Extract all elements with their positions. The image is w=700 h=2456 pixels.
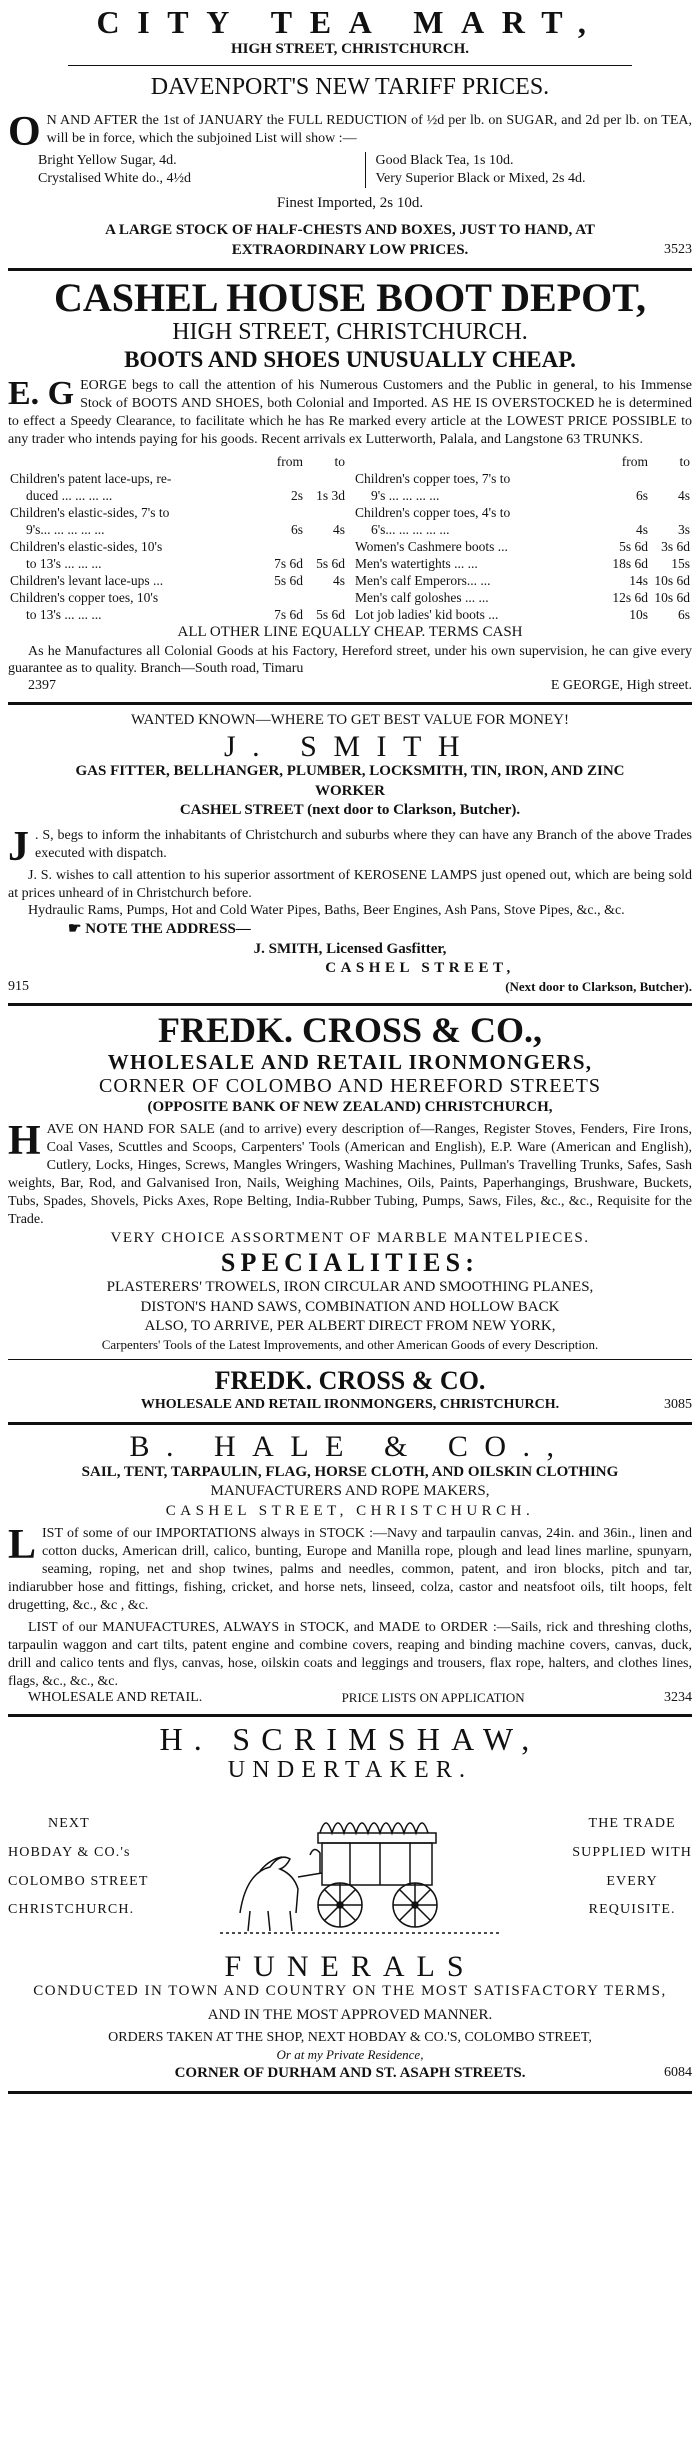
cashel-goods-line: ALL OTHER LINE EQUALLY CHEAP. TERMS CASH [177, 624, 523, 641]
price-col-right [376, 152, 693, 188]
hale-footer-row [8, 1690, 692, 1706]
hale-title: B. HALE & CO., [129, 1430, 571, 1464]
price-item: Very Superior Black or Mixed, 2s 4d. [375, 170, 586, 186]
cross-footer-title: FREDK. CROSS & CO. [214, 1366, 486, 1396]
table-row: to 13's ... ... ... 7s 6d 5s 6d [26, 556, 345, 572]
tea-mart-stock-line2 [8, 241, 692, 261]
table-row: 9's ... ... ... ... 6s 4s [371, 488, 690, 504]
scrimshaw-right-text [572, 1810, 692, 1925]
right-line: SUPPLIED WITH [572, 1844, 692, 1860]
ref-number: 6084 [664, 2064, 693, 2080]
cashel-signature-row [8, 678, 692, 694]
tea-mart-intro [8, 108, 692, 155]
cashel-subtitle: BOOTS AND SHOES UNUSUALLY CHEAP. [124, 346, 576, 372]
table-row: Men's calf goloshes ... ... 12s 6d 10s 6d [355, 590, 690, 606]
smith-intro [8, 823, 692, 870]
cross-corner: CORNER OF COLOMBO AND HEREFORD STREETS [99, 1074, 601, 1097]
hale-footer-mid: PRICE LISTS ON APPLICATION [341, 1690, 525, 1706]
hale-footer-left: WHOLESALE AND RETAIL. [28, 1690, 203, 1706]
scrimshaw-line2: AND IN THE MOST APPROVED MANNER. [207, 2006, 493, 2023]
hale-ad [8, 1425, 692, 1717]
divider [68, 65, 632, 66]
left-line: NEXT [48, 1816, 90, 1832]
table-row: Men's calf Emperors... ... 14s 10s 6d [355, 573, 690, 589]
left-line: COLOMBO STREET [8, 1873, 149, 1889]
hale-text2: LIST of our MANUFACTURES, ALWAYS in STOCK, and MADE to ORDER :—Sails, rick and threshing cloths, tarpaulin waggon and cart tilts, patent engine and combine covers, reaping and binding machine covers, canvas, duck, drill and calico tents and flys, canvas, hose, oilskin coats and leggings and trousers, flax rope, halters, and clothes lines, flags, &c., &c., &c. [8, 1619, 692, 1689]
smith-trades: GAS FITTER, BELLHANGER, PLUMBER, LOCKSMITH, TIN, IRON, AND ZINC WORKER [75, 763, 625, 799]
dropcap: O [8, 108, 41, 155]
price-table-left [8, 453, 347, 623]
note-label: NOTE THE ADDRESS— [85, 921, 251, 938]
right-line: THE TRADE [588, 1816, 676, 1832]
smith-wanted: WANTED KNOWN—WHERE TO GET BEST VALUE FOR MONEY! [131, 712, 569, 729]
column-divider [365, 152, 366, 188]
scrimshaw-line1: CONDUCTED IN TOWN AND COUNTRY ON THE MOST SATISFACTORY TERMS, [33, 1983, 667, 2000]
hale-intro-text: IST of some of our IMPORTATIONS always in STOCK :—Navy and tarpaulin canvas, 24in. and 36in., linen and cotton ducks, American drill, calico, bunting, Europe and Manilla rope, plough and lead lines marline, spunyarn, seaming, roping, net and shop twines, palms and needles, common, patent, and iron blocks, pitch and tar, indiarubber hose and fittings, fishing, cricket, and horse nets, linseed, colza, castor and neatsfoot oils, tilt hoops, felt drugetting, &c., &c , &c. [8, 1526, 692, 1613]
smith-sig2: CASHEL STREET, [325, 960, 515, 977]
tea-mart-finest: Finest Imported, 2s 10d. [276, 194, 424, 211]
tea-mart-address: HIGH STREET, CHRISTCHURCH. [230, 40, 470, 57]
cashel-signature: E GEORGE, High street. [550, 678, 692, 694]
right-line: EVERY [606, 1873, 658, 1889]
tea-mart-stock-line1: A LARGE STOCK OF HALF-CHESTS AND BOXES, JUST TO HAND, AT [105, 222, 595, 239]
right-line: REQUISITE. [588, 1902, 676, 1918]
cashel-address: HIGH STREET, CHRISTCHURCH. [172, 319, 528, 346]
smith-address: CASHEL STREET (next door to Clarkson, Butcher). [179, 802, 521, 819]
hale-line2: MANUFACTURERS AND ROPE MAKERS, [210, 1483, 490, 1500]
hearse-illustration [210, 1793, 510, 1943]
table-row: Children's elastic-sides, 7's to [10, 505, 170, 521]
cross-spec3: ALSO, TO ARRIVE, PER ALBERT DIRECT FROM NEW YORK, [144, 1318, 556, 1335]
divider [8, 1359, 692, 1360]
smith-text3: Hydraulic Rams, Pumps, Hot and Cold Water Pipes, Baths, Beer Engines, Ash Pans, Stove Pipes, &c., &c. [28, 903, 625, 919]
cross-opposite: (OPPOSITE BANK OF NEW ZEALAND) CHRISTCHURCH, [147, 1098, 553, 1115]
table-row: Children's copper toes, 10's [10, 590, 159, 606]
table-header [8, 453, 347, 470]
scrimshaw-subtitle: UNDERTAKER. [227, 1757, 473, 1784]
scrimshaw-line3: ORDERS TAKEN AT THE SHOP, NEXT HOBDAY & CO.'S, COLOMBO STREET, [108, 2030, 592, 2046]
smith-sig3: (Next door to Clarkson, Butcher). [505, 978, 692, 994]
cross-intro-text: AVE ON HAND FOR SALE (and to arrive) every description of—Ranges, Register Stoves, Fenders, Fire Irons, Coal Vases, Scuttles and Scoops, Carpenters' Tools (American and English), E.P. Ware (American and English), Cutlery, Locks, Hinges, Screws, Mangles Wringers, Washing Machines, Pullman's Travelling Trunks, Safes, Sash weights, Bar, Rod, and Galvanised Iron, Nails, Weighing Machines, Oils, Paints, Paperhangings, Brushware, Buckets, Tubs, Spades, Shovels, Picks Axes, Rope Belting, India-Rubber Tubing, Pumps, Saws, Files, &c., &c., Requisite for the Trade. [8, 1122, 692, 1227]
hale-intro [8, 1522, 692, 1615]
cross-footer-sub: WHOLESALE AND RETAIL IRONMONGERS, CHRISTCHURCH. [140, 1397, 560, 1413]
ref-number: 3523 [664, 241, 692, 257]
tea-mart-prices [8, 152, 692, 188]
table-row: Children's copper toes, 4's to [355, 505, 511, 521]
price-col-left [8, 152, 355, 188]
cross-intro [8, 1118, 692, 1228]
ref-number: 3085 [664, 1397, 693, 1413]
fredk-cross-ad [8, 1006, 692, 1425]
j-smith-ad [8, 705, 692, 1006]
cross-spec1: PLASTERERS' TROWELS, IRON CIRCULAR AND SMOOTHING PLANES, [106, 1279, 594, 1296]
tea-mart-heading: DAVENPORT'S NEW TARIFF PRICES. [150, 74, 550, 101]
left-line: HOBDAY & CO.'s [8, 1844, 131, 1860]
left-line: CHRISTCHURCH. [8, 1902, 135, 1918]
cross-choice: VERY CHOICE ASSORTMENT OF MARBLE MANTELPIECES. [110, 1229, 590, 1246]
cashel-title: CASHEL HOUSE BOOT DEPOT, [53, 275, 646, 321]
stock-line2-text: EXTRAORDINARY LOW PRICES. [231, 241, 469, 258]
table-header [353, 453, 692, 470]
table-row: to 13's ... ... ... 7s 6d 5s 6d [26, 607, 345, 623]
table-row: Children's levant lace-ups ... 5s 6d 4s [10, 573, 345, 589]
cashel-price-tables [8, 453, 692, 623]
city-tea-mart-ad [8, 0, 692, 271]
table-row: 6's... ... ... ... ... 4s 3s [371, 522, 690, 538]
smith-note-address [8, 920, 692, 940]
table-row: Women's Cashmere boots ... 5s 6d 3s 6d [355, 539, 690, 555]
smith-intro-text: . S, begs to inform the inhabitants of Christchurch and suburbs where they can have any Branch of the above Trades executed with dispatch. [35, 827, 692, 861]
col-to: to [679, 454, 690, 470]
cashel-boot-depot-ad [8, 271, 692, 705]
table-row: 9's... ... ... ... ... 6s 4s [26, 522, 345, 538]
smith-sig1: J. SMITH, Licensed Gasfitter, [253, 940, 447, 957]
table-row: Men's watertights ... ... 18s 6d 15s [355, 556, 690, 572]
scrimshaw-ad [8, 1717, 692, 2094]
scrimshaw-funerals: FUNERALS [224, 1949, 476, 1983]
ref-number: 915 [8, 978, 29, 994]
scrimshaw-left-text [8, 1810, 149, 1925]
cross-specialities: SPECIALITIES: [220, 1248, 480, 1278]
cashel-intro [8, 377, 692, 449]
cross-footer-row [8, 1396, 692, 1414]
cross-subtitle: WHOLESALE AND RETAIL IRONMONGERS, [107, 1049, 593, 1074]
table-row: Lot job ladies' kid boots ... 10s 6s [355, 607, 690, 623]
scrimshaw-title: H. SCRIMSHAW, [159, 1721, 541, 1758]
ref-number: 2397 [28, 678, 56, 694]
hale-line3: CASHEL STREET, CHRISTCHURCH. [165, 1502, 535, 1519]
pointing-hand-icon: ☛ [68, 921, 86, 938]
dropcap: L [8, 1522, 37, 1569]
table-row: duced ... ... ... ... 2s 1s 3d [26, 488, 345, 504]
dropcap: H [8, 1118, 41, 1165]
cashel-intro-text: EORGE begs to call the attention of his Numerous Customers and the Public in general, to his Immense Stock of BOOTS AND SHOES, both Colonial and Imported. AS HE IS OVERSTOCKED he is determined to effect a Speedy Clearance, to facilitate which he has Re marked every article at the LOWEST PRICE POSSIBLE to any trader who intends paying for his goods. Recent arrivals ex Lutterworth, Palala, and Langstone 63 TRUNKS. [8, 378, 692, 448]
scrimshaw-line5: CORNER OF DURHAM AND ST. ASAPH STREETS. [174, 2064, 526, 2081]
price-table-right [353, 453, 692, 623]
col-to: to [334, 454, 345, 470]
scrimshaw-footer-row [8, 2064, 692, 2084]
price-item: Good Black Tea, 1s 10d. [375, 152, 514, 168]
price-item: Bright Yellow Sugar, 4d. [38, 152, 177, 168]
smith-name: J. SMITH [223, 729, 476, 763]
cross-title: FREDK. CROSS & CO., [157, 1009, 543, 1050]
cross-spec2: DISTON'S HAND SAWS, COMBINATION AND HOLLOW BACK [140, 1298, 560, 1315]
col-from: from [276, 454, 303, 470]
cashel-note: As he Manufactures all Colonial Goods at his Factory, Hereford street, under his own supervision, he can give every guarantee as to quality. Branch—South road, Timaru [8, 643, 692, 677]
smith-sig-row [8, 979, 692, 995]
table-row: Children's copper toes, 7's to [355, 471, 511, 487]
hale-line1: SAIL, TENT, TARPAULIN, FLAG, HORSE CLOTH, AND OILSKIN CLOTHING [81, 1463, 619, 1480]
dropcap: J [8, 823, 29, 870]
price-item: Crystalised White do., 4½d [38, 170, 191, 186]
smith-text2: J. S. wishes to call attention to his superior assortment of KEROSENE LAMPS just opened out, which are being sold at prices unheard of in Christchurch before. [8, 867, 692, 901]
cross-spec4: Carpenters' Tools of the Latest Improvements, and other American Goods of every Description. [101, 1336, 599, 1352]
scrimshaw-illustration-row [8, 1793, 692, 1943]
col-from: from [621, 454, 648, 470]
ref-number: 3234 [663, 1690, 692, 1706]
tea-mart-intro-text: N AND AFTER the 1st of JANUARY the FULL REDUCTION of ½d per lb. on SUGAR, and 2d per lb. on TEA, will be in force, which the subjoined List will show :— [46, 112, 692, 146]
table-row: Children's patent lace-ups, re- [10, 471, 172, 487]
dropcap: E. G [8, 375, 75, 413]
scrimshaw-line4: Or at my Private Residence, [276, 2047, 424, 2063]
table-row: Children's elastic-sides, 10's [10, 539, 163, 555]
tea-mart-title: CITY TEA MART, [96, 4, 604, 40]
